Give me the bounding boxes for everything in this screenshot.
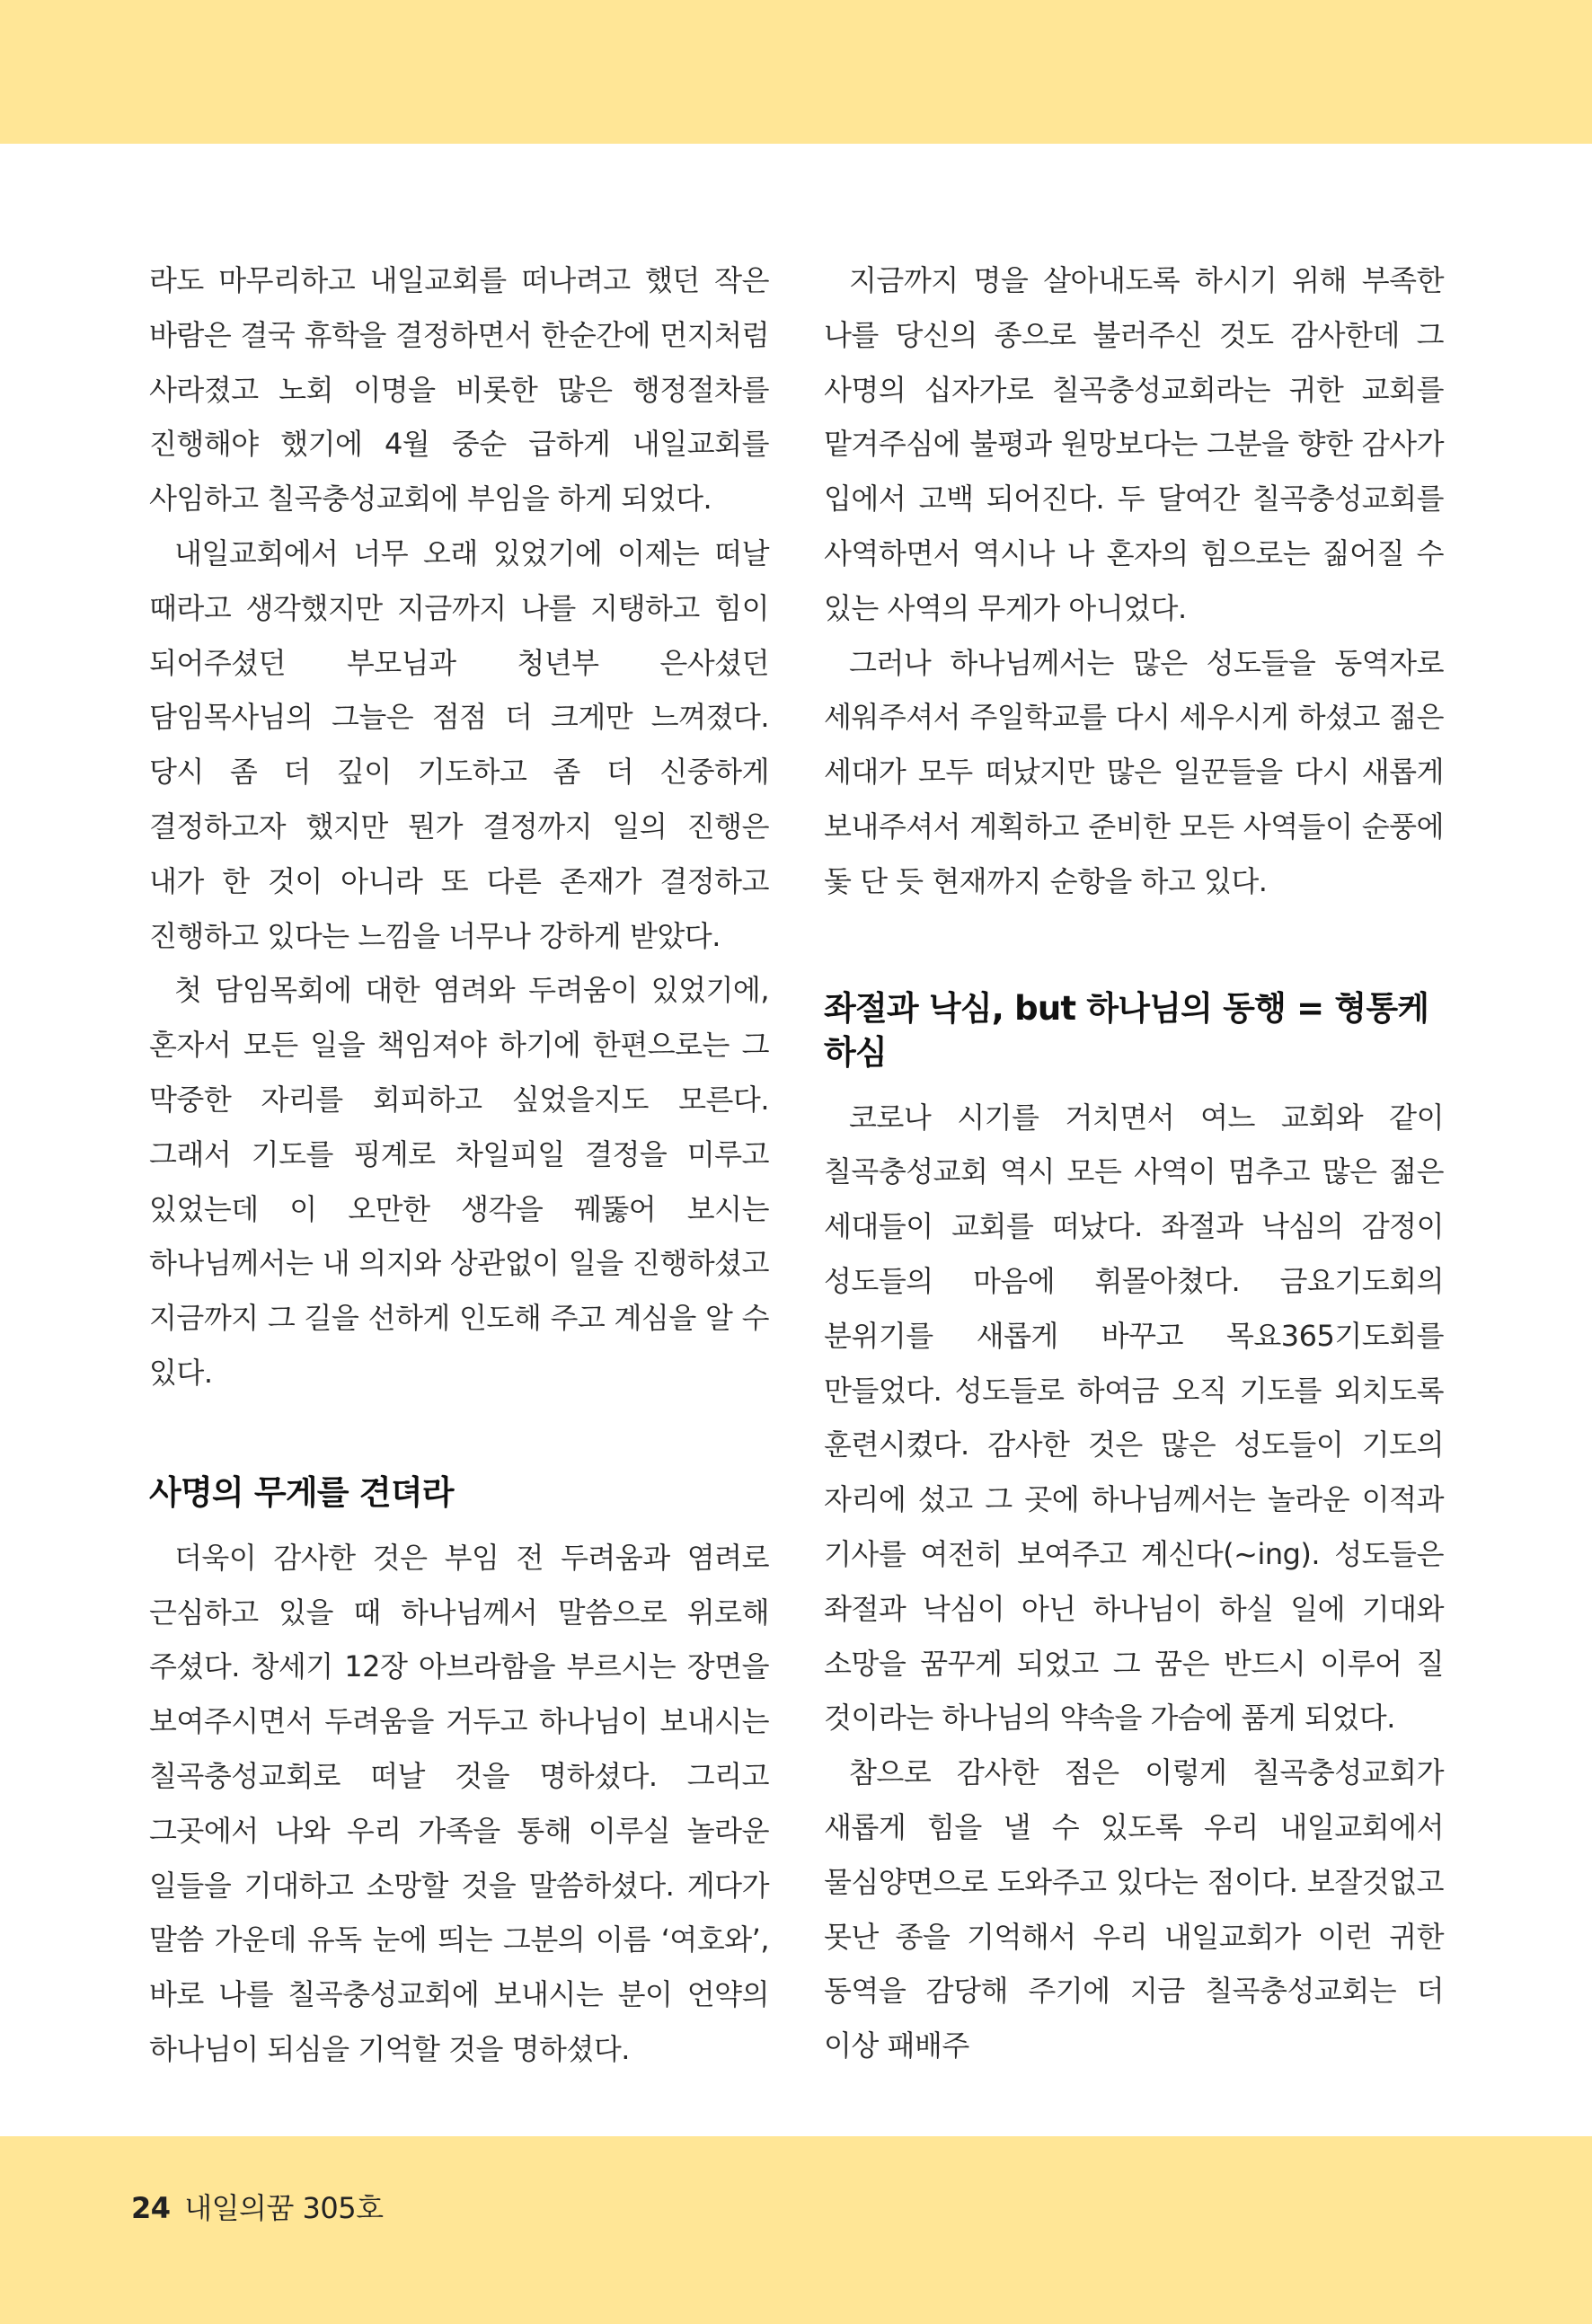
left-column [149, 253, 769, 2077]
bottom-color-band [0, 2136, 1592, 2324]
page-footer [131, 2190, 384, 2226]
paragraph: 첫 담임목회에 대한 염려와 두려움이 있었기에, 혼자서 모든 일을 책임져야 하기에 한편으로는 그 막중한 자리를 회피하고 싶었을지도 모른다. 그래서 기도를 핑계로 차일피일 결정을 미루고 있었는데 이 오만한 생각을 꿰뚫어 보시는 하나님께서는 내 의지와 상관없이 일을 진행하셨고 지금까지 그 길을 선하게 인도해 주고 계심을 알 수 있다. [149, 973, 769, 1390]
paragraph: 참으로 감사한 점은 이렇게 칠곡충성교회가 새롭게 힘을 낼 수 있도록 우리 내일교회에서 물심양면으로 도와주고 있다는 점이다. 보잘것없고 못난 종을 기억해서 우리 내일교회가 이런 귀한 동역을 감당해 주기에 지금 칠곡충성교회는 더 이상 패배주 [824, 1755, 1444, 2063]
publication-title: 내일의꿈 305호 [184, 2191, 384, 2225]
paragraph: 라도 마무리하고 내일교회를 떠나려고 했던 작은 바람은 결국 휴학을 결정하면서 한순간에 먼지처럼 사라졌고 노회 이명을 비롯한 많은 행정절차를 진행해야 했기에 4월 중순 급하게 내일교회를 사임하고 칠곡충성교회에 부임을 하게 되었다. [149, 263, 769, 517]
section-heading: 좌절과 낙심, but 하나님의 동행 = 형통케 하심 [824, 988, 1429, 1072]
right-column [824, 253, 1444, 2073]
page-number: 24 [131, 2191, 171, 2225]
paragraph: 더욱이 감사한 것은 부임 전 두려움과 염려로 근심하고 있을 때 하나님께서 말씀으로 위로해 주셨다. 창세기 12장 아브라함을 부르시는 장면을 보여주시면서 두려움을 거두고 하나님이 보내시는 칠곡충성교회로 떠날 것을 명하셨다. 그리고 그곳에서 나와 우리 가족을 통해 이루실 놀라운 일들을 기대하고 소망할 것을 말씀하셨다. 게다가 말씀 가운데 유독 눈에 띄는 그분의 이름 ‘여호와’, 바로 나를 칠곡충성교회에 보내시는 분이 언약의 하나님이 되심을 기억할 것을 명하셨다. [149, 1540, 769, 2066]
paragraph: 내일교회에서 너무 오래 있었기에 이제는 떠날 때라고 생각했지만 지금까지 나를 지탱하고 힘이 되어주셨던 부모님과 청년부 은사셨던 담임목사님의 그늘은 점점 더 크게만 느껴졌다. 당시 좀 더 깊이 기도하고 좀 더 신중하게 결정하고자 했지만 뭔가 결정까지 일의 진행은 내가 한 것이 아니라 또 다른 존재가 결정하고 진행하고 있다는 느낌을 너무나 강하게 받았다. [149, 535, 769, 953]
top-color-band [0, 0, 1592, 144]
paragraph: 지금까지 명을 살아내도록 하시기 위해 부족한 나를 당신의 종으로 불러주신 것도 감사한데 그 사명의 십자가로 칠곡충성교회라는 귀한 교회를 맡겨주심에 불평과 원망보다는 그분을 향한 감사가 입에서 고백 되어진다. 두 달여간 칠곡충성교회를 사역하면서 역시나 나 혼자의 힘으로는 짊어질 수 있는 사역의 무게가 아니었다. [824, 263, 1444, 625]
section-heading: 사명의 무게를 견뎌라 [149, 1472, 454, 1512]
paragraph: 코로나 시기를 거치면서 여느 교회와 같이 칠곡충성교회 역시 모든 사역이 멈추고 많은 젊은 세대들이 교회를 떠났다. 좌절과 낙심의 감정이 성도들의 마음에 휘몰아쳤다. 금요기도회의 분위기를 새롭게 바꾸고 목요365기도회를 만들었다. 성도들로 하여금 오직 기도를 외치도록 훈련시켰다. 감사한 것은 많은 성도들이 기도의 자리에 섰고 그 곳에 하나님께서는 놀라운 이적과 기사를 여전히 보여주고 계신다(~ing). 성도들은 좌절과 낙심이 아닌 하나님이 하실 일에 기대와 소망을 꿈꾸게 되었고 그 꿈은 반드시 이루어 질 것이라는 하나님의 약속을 가슴에 품게 되었다. [824, 1100, 1444, 1736]
paragraph: 그러나 하나님께서는 많은 성도들을 동역자로 세워주셔서 주일학교를 다시 세우시게 하셨고 젊은 세대가 모두 떠났지만 많은 일꾼들을 다시 새롭게 보내주셔서 계획하고 준비한 모든 사역들이 순풍에 돛 단 듯 현재까지 순항을 하고 있다. [824, 645, 1444, 898]
